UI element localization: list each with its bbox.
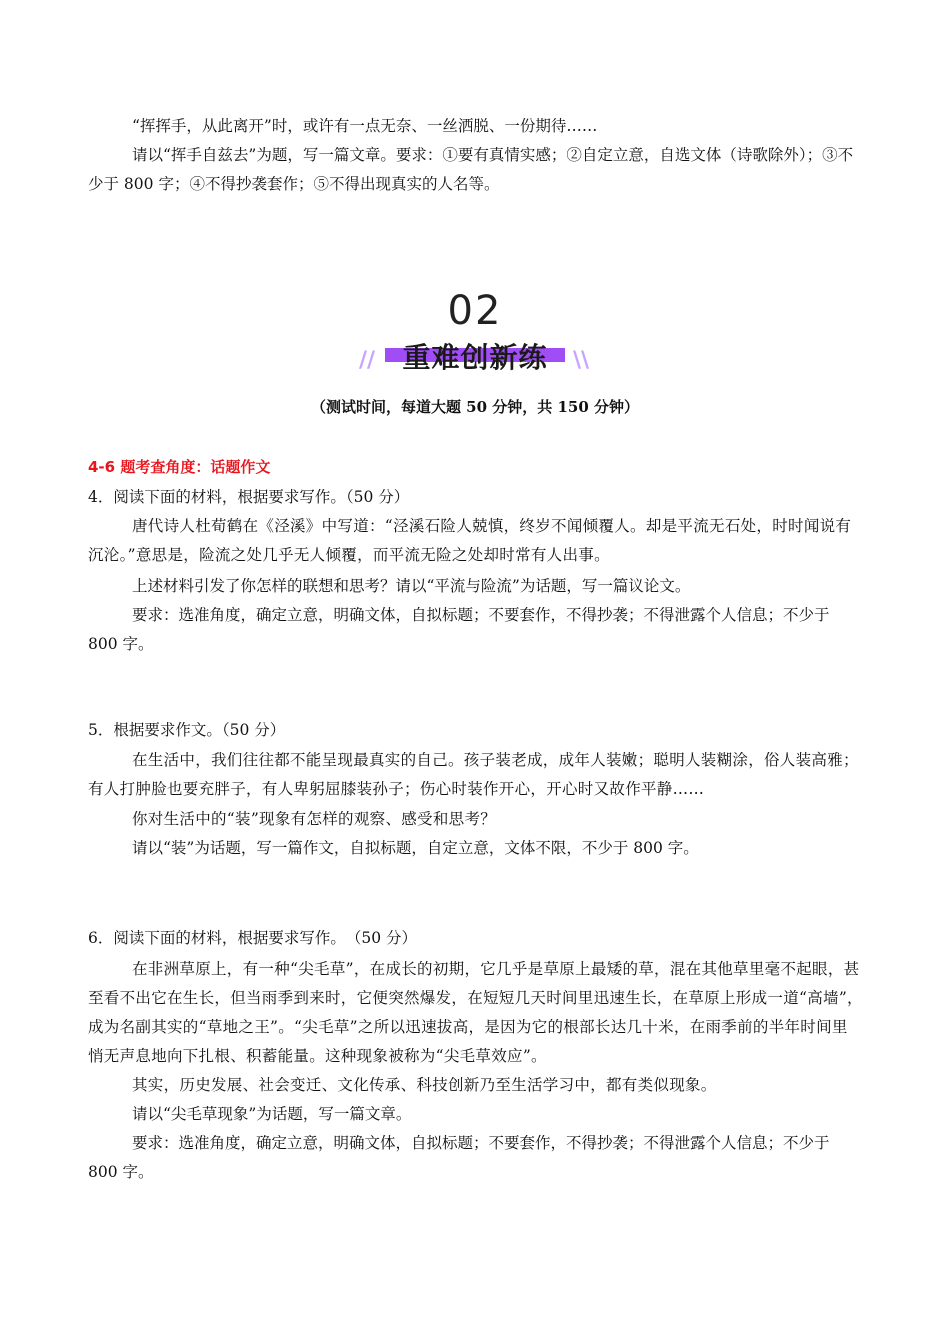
q5-requirements: 请以“装”为话题，写一篇作文，自拟标题，自定立意，文体不限，不少于 800 字。	[132, 839, 699, 857]
q6-question: 请以“尖毛草现象”为话题，写一篇文章。	[132, 1105, 412, 1123]
section-title: 重难创新练	[402, 341, 548, 374]
section-number: 02	[447, 288, 503, 334]
q5-material: 在生活中，我们往往都不能呈现最真实的自己。孩子装老成，成年人装嫩；聪明人装糊涂，俗人装高雅；有人打肿脸也要充胖子，有人卑躬屈膝装孙子；伤心时装作开心，开心时又故作平静……	[88, 751, 859, 798]
q5-question: 你对生活中的“装”现象有怎样的观察、感受和思考？	[132, 810, 497, 828]
q4-question: 上述材料引发了你怎样的联想和思考？请以“平流与险流”为话题，写一篇议论文。	[132, 577, 691, 595]
q4-header: 4．阅读下面的材料，根据要求写作。（50 分）	[88, 488, 410, 506]
decor-slash-right: \\	[573, 348, 590, 373]
topic-heading: 4-6 题考查角度：话题作文	[88, 458, 271, 476]
q6-note: 其实，历史发展、社会变迁、文化传承、科技创新乃至生活学习中，都有类似现象。	[132, 1076, 717, 1094]
q6-material: 在非洲草原上，有一种“尖毛草”，在成长的初期，它几乎是草原上最矮的草，混在其他草里毫不起眼，甚至看不出它在生长，但当雨季到来时，它便突然爆发，在短短几天时间里迅速生长，在草原上形成一道“高墙”，成为名副其实的“草地之王”。“尖毛草”之所以迅速拔高，是因为它的根部长达几十米，在雨季前的半年时间里悄无声息地向下扎根、积蓄能量。这种现象被称为“尖毛草效应”。	[88, 960, 863, 1065]
q6-requirements: 要求：选准角度，确定立意，明确文体，自拟标题；不要套作，不得抄袭；不得泄露个人信息；不少于 800 字。	[88, 1134, 830, 1181]
intro-quote: “挥挥手，从此离开”时，或许有一点无奈、一丝洒脱、一份期待……	[132, 117, 598, 135]
intro-prompt: 请以“挥手自兹去”为题，写一篇文章。要求：①要有真情实感；②自定立意，自选文体（诗歌除外）；③不少于 800 字；④不得抄袭套作；⑤不得出现真实的人名等。	[88, 146, 854, 193]
decor-slash-left: //	[359, 348, 376, 373]
section-badge	[355, 288, 595, 380]
q6-header: 6．阅读下面的材料，根据要求写作。 （50 分）	[88, 929, 418, 947]
q5-header: 5．根据要求作文。（50 分）	[88, 721, 286, 739]
q4-requirements: 要求：选准角度，确定立意，明确文体，自拟标题；不要套作，不得抄袭；不得泄露个人信息；不少于 800 字。	[88, 606, 830, 653]
section-subtitle: （测试时间，每道大题 50 分钟，共 150 分钟）	[310, 398, 640, 416]
q4-material: 唐代诗人杜荀鹤在《泾溪》中写道：“泾溪石险人兢慎，终岁不闻倾覆人。却是平流无石处，时时闻说有沉沦。”意思是，险流之处几乎无人倾覆，而平流无险之处却时常有人出事。	[88, 517, 852, 564]
